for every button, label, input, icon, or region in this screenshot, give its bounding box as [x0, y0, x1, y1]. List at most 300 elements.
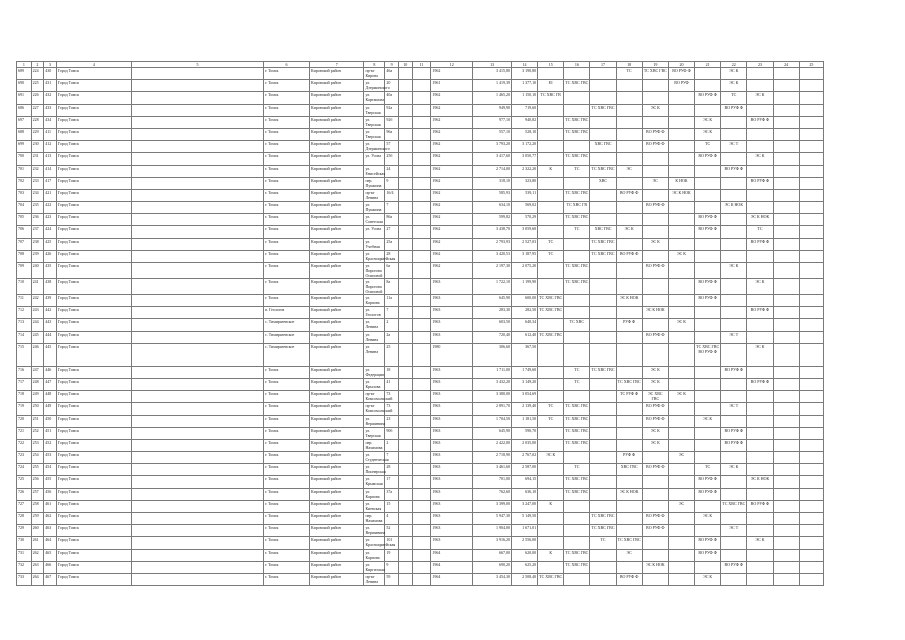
table-cell	[590, 343, 616, 366]
table-cell: 1961	[431, 80, 473, 92]
table-cell	[412, 366, 431, 378]
table-cell	[773, 295, 799, 307]
table-cell: ЭС К	[695, 128, 721, 140]
table-cell	[695, 177, 721, 189]
table-cell	[799, 378, 823, 390]
table-cell	[590, 153, 616, 165]
table-cell: ЭС К	[695, 415, 721, 427]
table-cell	[590, 279, 616, 295]
table-cell	[132, 513, 264, 525]
table-cell: Город Томск	[56, 537, 131, 549]
table-cell: 18	[385, 366, 399, 378]
table-cell: ТС	[538, 403, 564, 415]
table-row	[17, 104, 824, 116]
table-cell	[773, 165, 799, 177]
table-cell: 28	[385, 250, 399, 262]
table-cell	[590, 378, 616, 390]
table-cell: 16/4	[385, 189, 399, 201]
table-cell: ул. Карпова	[364, 295, 385, 307]
table-cell: ЭС Т	[721, 331, 747, 343]
table-cell: Город Томск	[56, 177, 131, 189]
table-cell	[668, 263, 694, 279]
table-cell	[668, 366, 694, 378]
table-cell	[773, 104, 799, 116]
table-cell: 435	[44, 263, 57, 279]
table-cell: Город Томск	[56, 500, 131, 512]
table-cell: 720,40	[473, 331, 512, 343]
table-cell	[412, 153, 431, 165]
table-cell: ЭС К	[721, 263, 747, 279]
table-cell	[398, 500, 412, 512]
table-cell: 689	[17, 68, 32, 80]
table-cell	[799, 319, 823, 331]
table-cell: ТС	[721, 92, 747, 104]
table-cell: 229	[31, 128, 44, 140]
table-cell	[773, 391, 799, 403]
table-cell: 1 704,50	[473, 415, 512, 427]
table-cell: г. Томск	[263, 525, 309, 537]
table-cell	[590, 202, 616, 214]
table-cell	[773, 226, 799, 238]
table-cell	[773, 141, 799, 153]
table-cell	[773, 319, 799, 331]
table-row	[17, 92, 824, 104]
table-cell	[538, 141, 564, 153]
table-cell	[721, 537, 747, 549]
table-cell: 7	[385, 202, 399, 214]
table-cell	[132, 202, 264, 214]
table-cell	[799, 391, 823, 403]
table-cell	[132, 537, 264, 549]
table-cell: 1963	[431, 415, 473, 427]
table-cell	[590, 391, 616, 403]
table-cell	[721, 279, 747, 295]
table-cell	[132, 464, 264, 476]
table-cell: 464	[44, 537, 57, 549]
table-cell: 717	[17, 378, 32, 390]
table-cell: пр-кт Кирова	[364, 68, 385, 80]
table-cell: Город Томск	[56, 452, 131, 464]
table-cell	[668, 116, 694, 128]
table-cell: ВО РУФ Ф	[695, 92, 721, 104]
table-cell: 762,60	[473, 488, 512, 500]
table-cell: 2 793,93	[473, 238, 512, 250]
table-row	[17, 250, 824, 262]
table-row	[17, 415, 824, 427]
table-cell	[616, 427, 642, 439]
table-cell: ТС ХВС ГВС	[616, 537, 642, 549]
table-cell: ВО РУФ Ф	[695, 226, 721, 238]
table-cell	[132, 319, 264, 331]
table-cell	[132, 561, 264, 573]
table-cell	[564, 295, 590, 307]
table-cell: г. Томск	[263, 366, 309, 378]
table-cell: 417	[44, 177, 57, 189]
table-cell: 433	[44, 104, 57, 116]
table-cell	[668, 464, 694, 476]
table-cell: 454	[44, 464, 57, 476]
table-cell	[538, 116, 564, 128]
table-cell	[590, 500, 616, 512]
table-cell: пр-кт Ленина	[364, 573, 385, 585]
table-row	[17, 573, 824, 585]
table-cell: 1962	[431, 177, 473, 189]
table-cell: ул. Студенческая	[365, 452, 389, 463]
table-cell: 728	[17, 513, 32, 525]
table-cell: ТС ХВС ГВС	[538, 573, 564, 585]
table-cell	[132, 307, 264, 319]
table-cell: 1962	[431, 250, 473, 262]
table-cell: 5 947,30	[473, 513, 512, 525]
table-cell: 716	[17, 366, 32, 378]
table-cell	[773, 549, 799, 561]
table-cell: 101	[385, 537, 399, 549]
table-cell: г. Томск	[263, 476, 309, 488]
table-cell: 1 377,10	[511, 80, 537, 92]
table-cell: 3 454,30	[473, 573, 512, 585]
table-cell: 8а	[385, 279, 399, 295]
table-cell: ул. Учебная	[364, 238, 385, 250]
table-cell: 612,40	[511, 331, 537, 343]
table-cell	[721, 226, 747, 238]
table-cell: Город Томск	[56, 415, 131, 427]
table-cell	[695, 439, 721, 451]
table-cell: ул. Киргизская	[365, 561, 385, 572]
table-cell	[538, 104, 564, 116]
table-cell: 2 139,40	[511, 403, 537, 415]
table-cell: 448	[44, 391, 57, 403]
table-cell: 1963	[431, 378, 473, 390]
table-cell	[616, 403, 642, 415]
table-cell	[773, 250, 799, 262]
table-cell	[412, 226, 431, 238]
table-cell: 3 190,80	[511, 68, 537, 80]
table-cell: Кировский район	[310, 561, 364, 573]
table-cell: 239	[31, 250, 44, 262]
table-cell	[412, 439, 431, 451]
table-cell: Город Томск	[56, 189, 131, 201]
table-cell	[398, 177, 412, 189]
table-cell	[799, 549, 823, 561]
table-cell	[799, 537, 823, 549]
table-cell	[564, 452, 590, 464]
table-cell: 236	[31, 214, 44, 226]
table-cell	[616, 525, 642, 537]
table-cell: 37а	[385, 488, 399, 500]
table-cell: 449	[44, 403, 57, 415]
table-cell: 92б	[385, 116, 399, 128]
table-cell: 1962	[431, 116, 473, 128]
table-cell	[773, 561, 799, 573]
table-cell	[412, 415, 431, 427]
table-cell: ВО РУФ Ф	[747, 378, 773, 390]
table-cell: 2 714,00	[473, 165, 512, 177]
table-cell: 625,20	[511, 561, 537, 573]
table-cell	[132, 214, 264, 226]
table-cell: Кировский район	[310, 295, 364, 307]
table-cell	[773, 238, 799, 250]
table-cell	[132, 549, 264, 561]
table-cell: ВО РУФ Ф	[616, 189, 642, 201]
table-cell: ТС ХВС ГВС	[590, 366, 616, 378]
table-row	[17, 343, 824, 366]
table-cell: 27	[385, 226, 399, 238]
table-cell: 1962	[431, 128, 473, 140]
column-number-cell: 3	[44, 62, 57, 68]
table-cell: ВО РУФ Ф	[721, 439, 747, 451]
table-cell	[590, 319, 616, 331]
table-row	[17, 452, 824, 464]
table-cell: 599,82	[473, 214, 512, 226]
table-cell: 3 916,20	[473, 537, 512, 549]
table-cell: ул. Вершинина	[365, 525, 386, 536]
table-cell: ЭС К НОК	[721, 202, 747, 214]
table-cell: 697	[17, 116, 32, 128]
table-cell: 700	[17, 153, 32, 165]
table-cell	[799, 214, 823, 226]
table-cell: 3 054,69	[511, 391, 537, 403]
table-cell	[564, 68, 590, 80]
table-cell: ТС ХВС ГВ	[538, 92, 564, 104]
table-cell: 710	[17, 279, 32, 295]
table-cell: ул. Дзержинского	[365, 80, 390, 91]
table-cell	[616, 439, 642, 451]
table-cell	[642, 165, 668, 177]
column-number-cell: 21	[695, 62, 721, 68]
table-cell: Город Томск	[56, 263, 131, 279]
table-cell: 421	[44, 189, 57, 201]
table-cell	[668, 202, 694, 214]
table-cell: ЭС Т	[721, 141, 747, 153]
table-cell: 3 417,60	[473, 153, 512, 165]
table-cell	[616, 116, 642, 128]
table-cell	[398, 476, 412, 488]
table-cell: ТС ХВС ГВС	[590, 165, 616, 177]
table-cell	[564, 177, 590, 189]
table-cell: 1963	[431, 488, 473, 500]
table-cell: 259	[31, 513, 44, 525]
table-cell: ул. Тверская	[364, 116, 385, 128]
table-cell	[398, 464, 412, 476]
table-cell	[721, 476, 747, 488]
table-cell	[668, 513, 694, 525]
table-cell: ВО РУФ Ф	[721, 427, 747, 439]
table-cell: г. Томск	[263, 561, 309, 573]
table-cell	[616, 153, 642, 165]
table-cell	[412, 263, 431, 279]
table-cell	[412, 488, 431, 500]
table-cell: ЭС К	[642, 427, 668, 439]
table-cell: ВО РУФ Ф	[747, 116, 773, 128]
table-cell: ВО РУФ Ф	[642, 464, 668, 476]
table-cell: ТС ХВС ГВС	[538, 307, 564, 319]
table-cell	[721, 319, 747, 331]
table-cell: 600,00	[511, 295, 537, 307]
table-cell	[799, 141, 823, 153]
column-number-cell: 23	[747, 62, 773, 68]
column-number-cell: 11	[412, 62, 431, 68]
table-row	[17, 319, 824, 331]
table-cell: 59	[385, 573, 399, 585]
table-cell: ВО РУФ	[668, 80, 694, 92]
table-cell: ТС ХВС ГВС	[590, 104, 616, 116]
table-cell	[538, 343, 564, 366]
table-cell	[747, 488, 773, 500]
table-cell: 3 461,60	[473, 464, 512, 476]
table-cell: 253	[31, 439, 44, 451]
table-row	[17, 513, 824, 525]
table-cell	[668, 415, 694, 427]
table-cell	[668, 343, 694, 366]
table-cell: 730	[17, 537, 32, 549]
table-cell	[398, 214, 412, 226]
table-cell	[747, 202, 773, 214]
table-cell: 6а	[385, 263, 399, 279]
table-cell	[132, 525, 264, 537]
table-cell: ЭС К	[668, 319, 694, 331]
table-cell: 9	[385, 177, 399, 189]
table-cell: Кировский район	[310, 366, 364, 378]
table-cell	[773, 68, 799, 80]
table-cell	[616, 415, 642, 427]
table-cell	[564, 307, 590, 319]
table-cell	[132, 250, 264, 262]
table-cell: Кировский район	[310, 177, 364, 189]
table-cell: 733	[17, 573, 32, 585]
table-cell: 977,10	[473, 116, 512, 128]
table-row	[17, 189, 824, 201]
table-cell: ТС	[564, 378, 590, 390]
table-row	[17, 537, 824, 549]
table-cell: Город Томск	[56, 80, 131, 92]
table-cell: ВО РУФ Ф	[695, 214, 721, 226]
table-cell: ЭС	[642, 177, 668, 189]
table-cell	[616, 238, 642, 250]
table-cell: 713	[17, 319, 32, 331]
table-cell: ВО РУФ Ф	[642, 525, 668, 537]
table-cell: 667,00	[473, 549, 512, 561]
table-cell: ЭС К	[695, 513, 721, 525]
table-cell	[773, 488, 799, 500]
table-cell	[398, 537, 412, 549]
table-cell: ЭС Т	[721, 403, 747, 415]
table-cell	[412, 391, 431, 403]
table-cell: 2 035,00	[511, 439, 537, 451]
table-cell	[398, 366, 412, 378]
table-cell	[773, 189, 799, 201]
table-cell	[668, 378, 694, 390]
table-cell	[564, 104, 590, 116]
table-cell	[773, 116, 799, 128]
table-cell	[538, 488, 564, 500]
table-cell	[564, 573, 590, 585]
table-cell: 250	[31, 403, 44, 415]
table-cell	[799, 488, 823, 500]
table-cell	[616, 80, 642, 92]
table-cell: 232	[31, 165, 44, 177]
table-cell: г. Томск	[263, 488, 309, 500]
table-cell: 570,29	[511, 214, 537, 226]
table-cell: пр-кт Комсомольский	[365, 403, 393, 414]
table-cell: 1963	[431, 295, 473, 307]
table-cell	[747, 189, 773, 201]
table-cell	[590, 331, 616, 343]
table-cell: ЭС К	[695, 116, 721, 128]
table-cell	[642, 319, 668, 331]
table-cell	[564, 500, 590, 512]
table-row	[17, 549, 824, 561]
table-cell	[132, 366, 264, 378]
table-cell	[695, 250, 721, 262]
column-number-cell: 9	[385, 62, 399, 68]
table-cell: 723	[17, 452, 32, 464]
table-cell: г. Томск	[263, 391, 309, 403]
table-cell: ТС	[616, 68, 642, 80]
table-cell	[773, 343, 799, 366]
table-cell	[773, 403, 799, 415]
table-cell	[564, 343, 590, 366]
table-cell: 2 197,30	[473, 263, 512, 279]
table-cell	[773, 525, 799, 537]
table-cell: 7	[385, 307, 399, 319]
table-cell	[132, 141, 264, 153]
table-cell	[799, 68, 823, 80]
table-cell: Город Томск	[56, 464, 131, 476]
table-cell	[747, 464, 773, 476]
table-cell	[721, 513, 747, 525]
table-cell: 706	[17, 226, 32, 238]
table-cell	[773, 439, 799, 451]
table-cell: ТС ХВС ГВС	[564, 153, 590, 165]
table-cell	[564, 238, 590, 250]
table-cell: 940,82	[511, 116, 537, 128]
table-cell: ВО РУФ Ф	[616, 250, 642, 262]
table-cell: ЭС К	[668, 250, 694, 262]
table-cell	[398, 279, 412, 295]
table-cell	[412, 250, 431, 262]
table-row	[17, 214, 824, 226]
table-cell	[642, 452, 668, 464]
table-cell: 411	[44, 128, 57, 140]
table-cell	[616, 279, 642, 295]
table-cell: 1963	[431, 403, 473, 415]
table-cell: 306,60	[473, 343, 512, 366]
table-cell	[773, 573, 799, 585]
table-cell	[132, 165, 264, 177]
table-cell: 2	[385, 319, 399, 331]
table-cell: 1964	[431, 561, 473, 573]
table-cell	[799, 500, 823, 512]
table-cell: ВО РУФ Ф	[747, 238, 773, 250]
table-cell	[538, 177, 564, 189]
table-cell	[398, 250, 412, 262]
table-cell	[747, 331, 773, 343]
table-cell: Кировский район	[310, 403, 364, 415]
table-cell: 1962	[431, 104, 473, 116]
table-cell	[799, 439, 823, 451]
table-cell: 701,00	[473, 476, 512, 488]
table-cell: ТС ХВС ГВС	[564, 263, 590, 279]
table-cell: 41	[385, 378, 399, 390]
table-cell	[616, 561, 642, 573]
table-cell: 247	[31, 366, 44, 378]
table-cell: 726	[17, 488, 32, 500]
table-cell: 3 187,95	[511, 250, 537, 262]
table-cell: г. Томск	[263, 202, 309, 214]
table-cell	[773, 202, 799, 214]
table-cell: ул. Вершинина	[365, 415, 386, 426]
table-cell: 235	[31, 202, 44, 214]
